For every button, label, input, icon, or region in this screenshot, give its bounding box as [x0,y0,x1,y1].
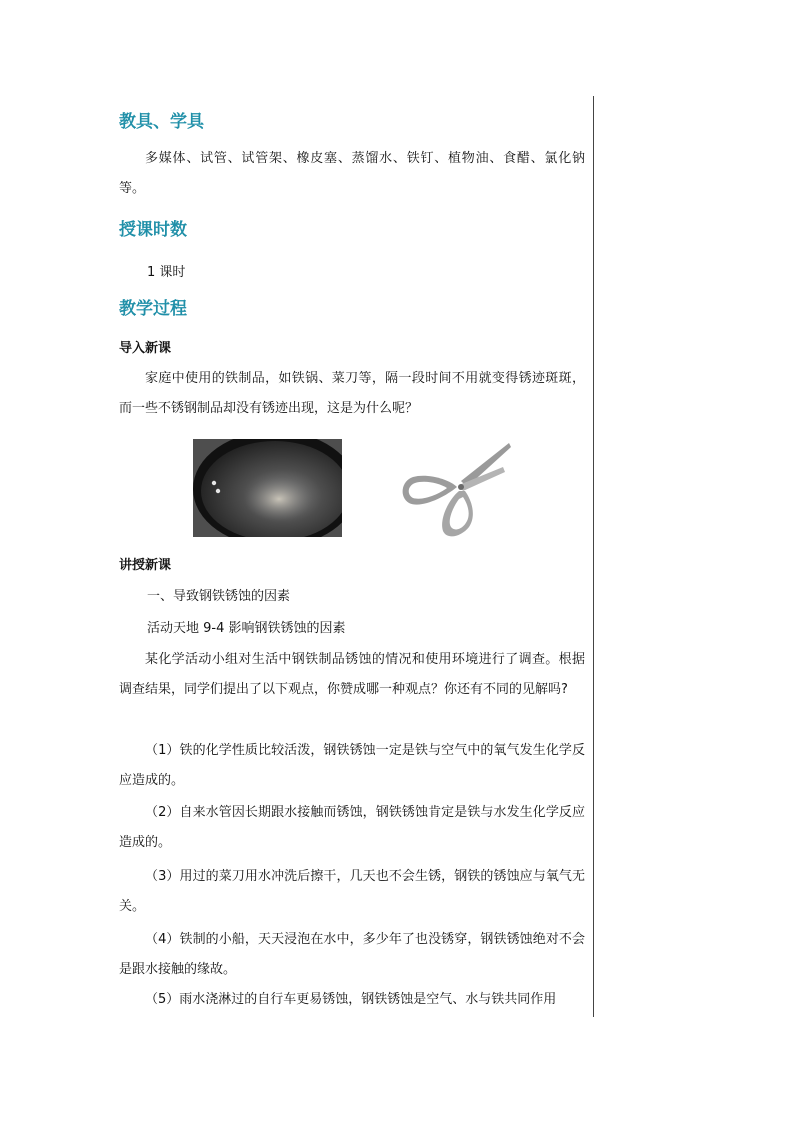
activity-title: 活动天地 9-4 影响钢铁锈蚀的因素 [147,621,346,636]
view-2: （2）自来水管因长期跟水接触而锈蚀，钢铁锈蚀肯定是铁与水发生化学反应造成的。 [119,805,585,850]
materials-text: 多媒体、试管、试管架、橡皮塞、蒸馏水、铁钉、植物油、食醋、氯化钠等。 [119,151,585,196]
lecture-subheading: 一、导致钢铁锈蚀的因素 [147,589,291,604]
view-4: （4）铁制的小船，天天浸泡在水中，多少年了也没锈穿，钢铁锈蚀绝对不会是跟水接触的缘故。 [119,932,585,977]
intro-heading: 导入新课 [119,341,172,356]
view-3: （3）用过的菜刀用水冲洗后擦干，几天也不会生锈，钢铁的锈蚀应与氧气无关。 [119,869,585,914]
hours-text: 1 课时 [147,265,186,280]
survey-text: 某化学活动小组对生活中钢铁制品锈蚀的情况和使用环境进行了调查。根据调查结果，同学们提出了以下观点，你赞成哪一种观点？你还有不同的见解吗? [119,652,585,697]
lecture-heading: 讲授新课 [119,558,172,573]
intro-text: 家庭中使用的铁制品，如铁锅、菜刀等，隔一段时间不用就变得锈迹斑斑，而一些不锈钢制品却没有锈迹出现，这是为什么呢？ [119,371,585,416]
scissors-photo-icon [399,439,512,540]
process-heading: 教学过程 [119,299,187,319]
hours-heading: 授课时数 [119,220,187,240]
view-1: （1）铁的化学性质比较活泼，钢铁锈蚀一定是铁与空气中的氧气发生化学反应造成的。 [119,743,585,788]
materials-heading: 教具、学具 [119,112,204,132]
wok-photo-icon [193,439,342,537]
view-5: （5）雨水浇淋过的自行车更易锈蚀，钢铁锈蚀是空气、水与铁共同作用 [145,992,557,1007]
page-right-rule [593,96,594,1017]
